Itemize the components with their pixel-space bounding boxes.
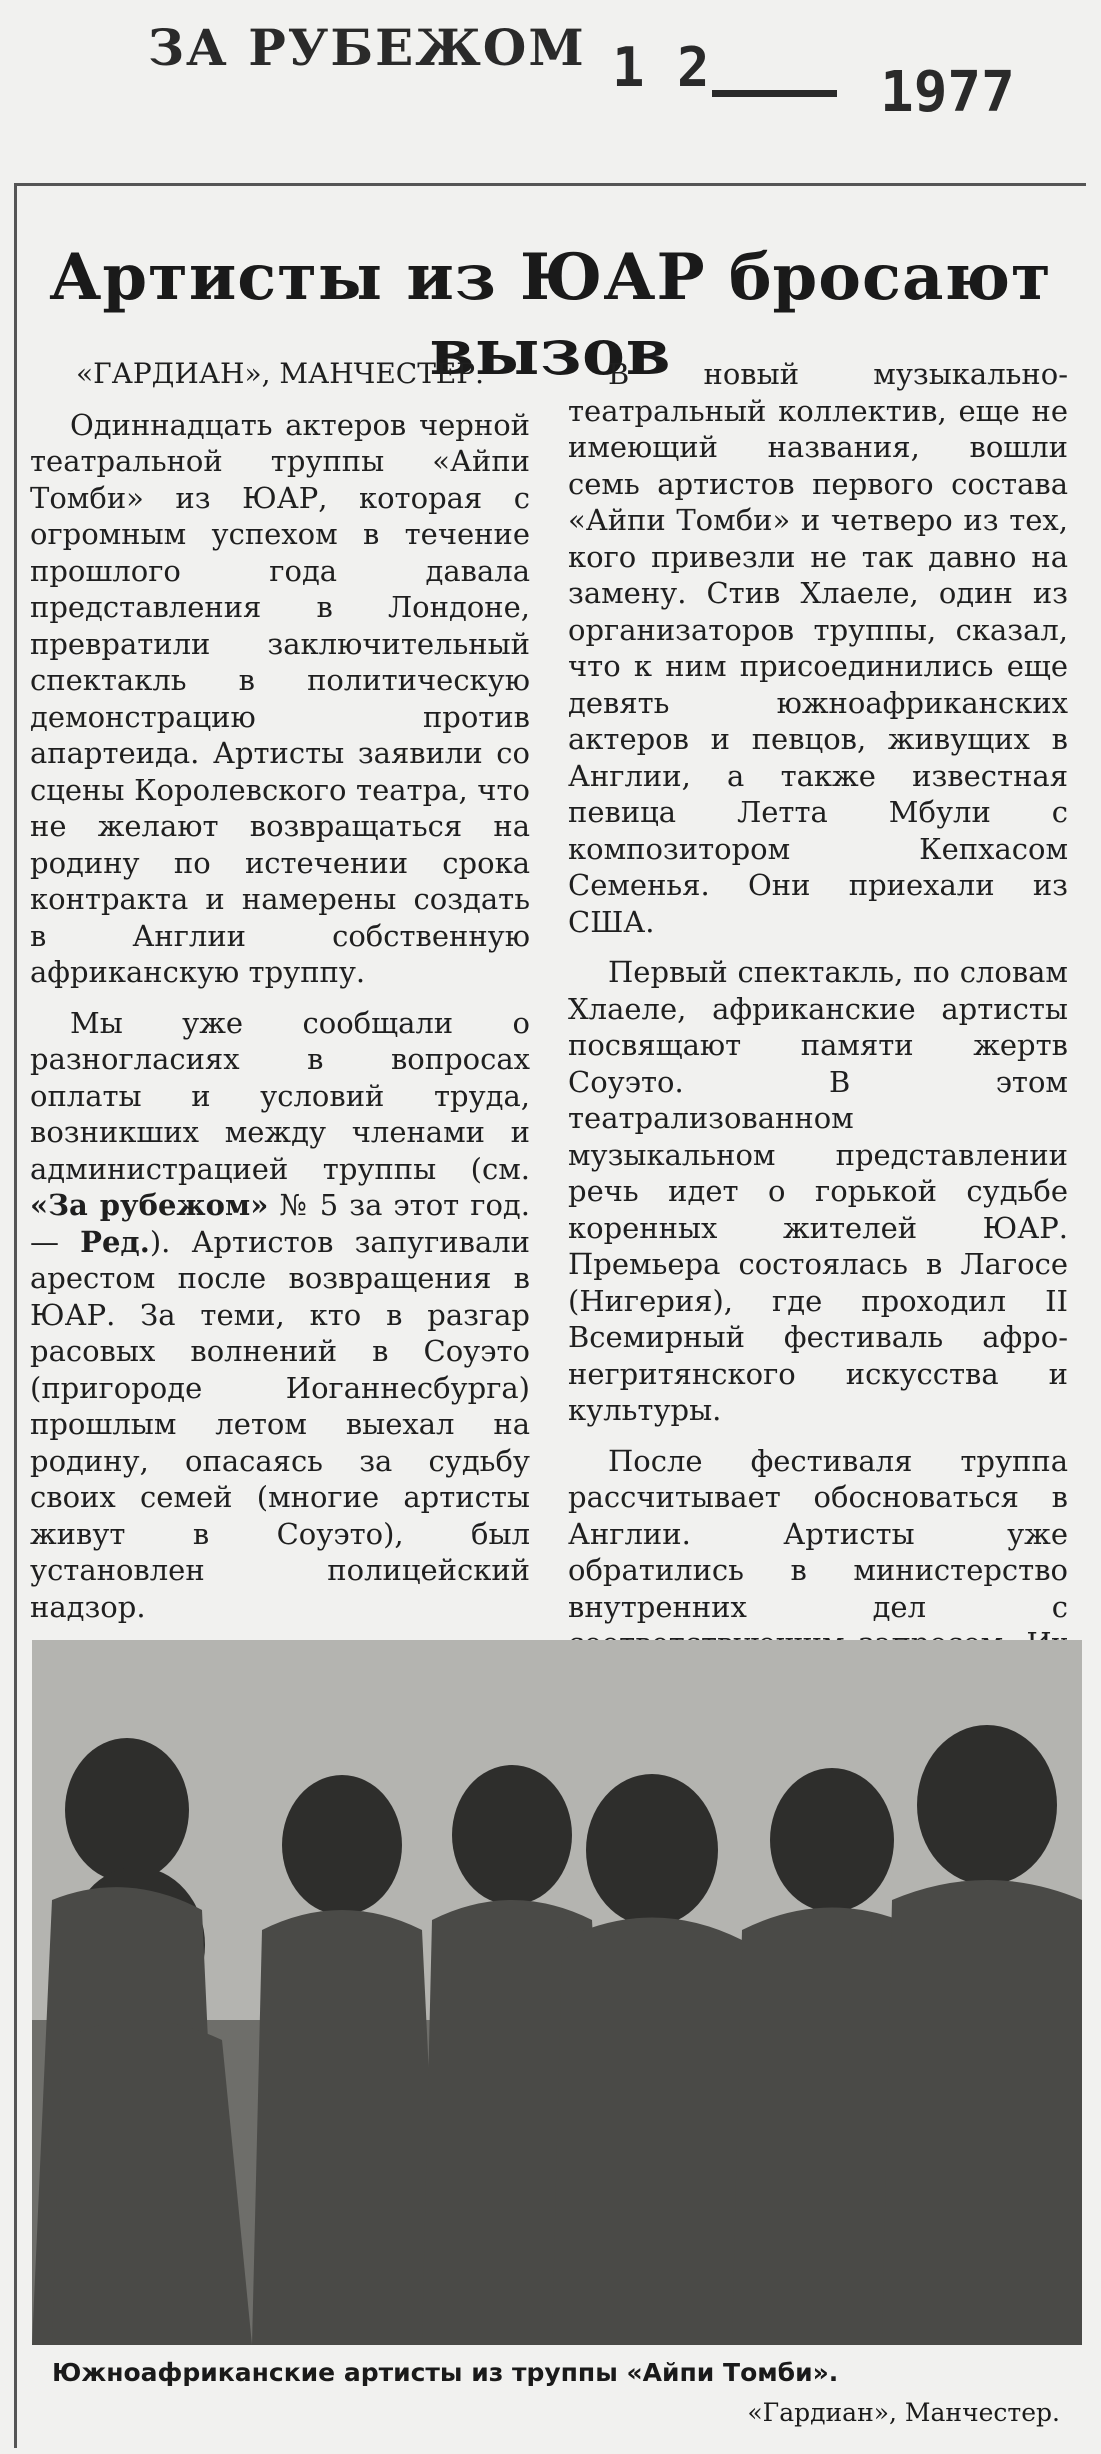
group-photo-illustration bbox=[32, 1640, 1082, 2345]
stamp-date: 1 2 bbox=[612, 36, 710, 99]
paragraph: Первый спектакль, по словам Хлаеле, африканские артисты посвящают памяти жертв Соуэто. В этом театрализованном музыкальном представлении речь идет о горькой судьбе коренных жителей ЮАР. Премьера состоялась в Лагосе (Нигерия), где проходил II Всемирный фестиваль афро-негритянского искусства и культуры. bbox=[568, 955, 1068, 1427]
paragraph-text: Мы уже сообщали о разногласиях в вопросах оплаты и условий труда, возникших между членами и администрацией труппы (см. bbox=[30, 1005, 530, 1186]
photo-credit: «Гардиан», Манчестер. bbox=[747, 2398, 1060, 2427]
paragraph: В новый музыкально-театральный коллектив, еще не имеющий названия, вошли семь артистов первого состава «Айпи Томби» и четверо из тех, кого привезли не так давно на замену. Стив Хлаеле, один из организаторов труппы, сказал, что к ним присоединились еще девять южноафриканских актеров и певцов, живущих в Англии, а также известная певица Летта Мбули с композитором Кепхасом Семенья. Они приехали из США. bbox=[568, 357, 1068, 939]
stamp-year: 1977 bbox=[880, 60, 1015, 125]
paragraph: После фестиваля труппа рассчитывает обосноваться в Англии. Артисты уже обратились в министерство внутренних дел с bbox=[568, 1443, 1068, 1624]
paragraph-text: ). Артистов запугивали арестом после возвращения в ЮАР. За теми, кто в разгар расовых волнений в Соуэто (пригороде Иоганнесбурга) прошлым летом выехал на родину, опасаясь за судьбу своих семей (многие артисты живут в Соуэто), был установлен полицейский надзор. bbox=[30, 1224, 530, 1624]
article-column-left bbox=[30, 356, 530, 1639]
paragraph: Одиннадцать актеров черной театральной труппы «Айпи Томби» из ЮАР, которая с огромным успехом в течение прошлого года давала представления в Лондоне, превратили заключительный спектакль в политическую демонстрацию против апартеида. Артисты заявили со сцены Королевского театра, что не желают возвращаться на родину по истечении срока контракта и намерены создать в Англии собственную африканскую труппу. bbox=[30, 407, 530, 989]
stamp-strike-mark bbox=[712, 90, 837, 97]
publication-reference: «За рубежом» bbox=[30, 1188, 269, 1222]
article-column-right bbox=[568, 356, 1068, 1785]
source-stamp: ЗА РУБЕЖОМ bbox=[148, 18, 586, 77]
clipping-header bbox=[0, 0, 1101, 175]
dateline: «ГАРДИАН», МАНЧЕСТЕР. bbox=[75, 357, 485, 390]
editor-note: Ред. bbox=[80, 1224, 150, 1259]
paragraph-text: № 5 за этот год.— bbox=[30, 1188, 530, 1259]
headline: Артисты из ЮАР бросают вызов bbox=[49, 240, 1052, 390]
group-photo bbox=[32, 1640, 1082, 2345]
paragraph bbox=[30, 1005, 530, 1626]
photo-caption: Южноафриканские артисты из труппы «Айпи Томби». bbox=[52, 2358, 839, 2387]
